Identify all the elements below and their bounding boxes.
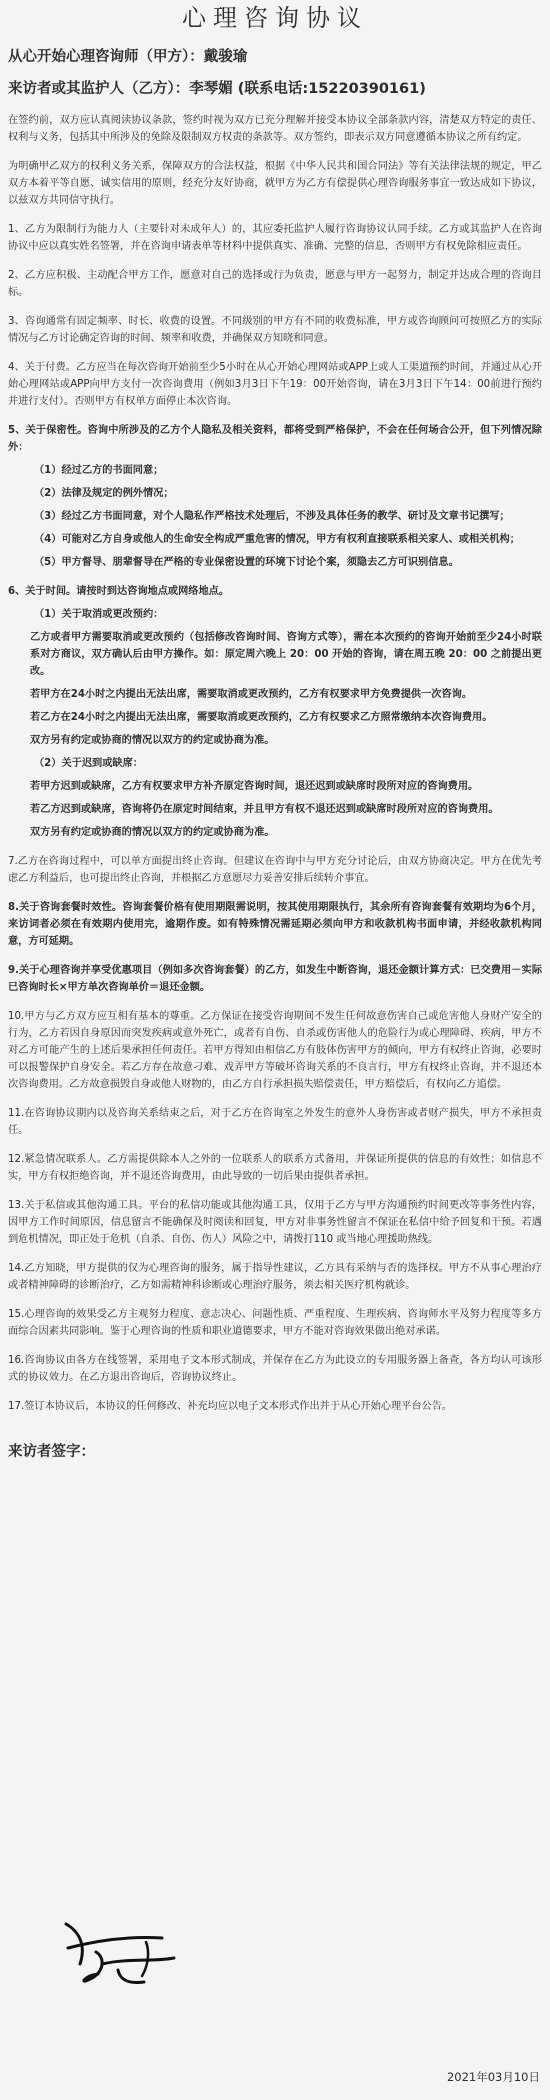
clause-8: 8.关于咨询套餐时效性。咨询套餐价格有使用期限需说明，按其使用期限执行，其余所有咨询套餐有效期均为6个月，来访词者必须在有效期内使用完，逾期作废。如有特殊情况需延期必须向甲方和收款机构书面申请，并经收款机构同意，方可延期。	[8, 902, 542, 947]
clause-6-time: 6、关于时间。请按时到达咨询地点或网络地点。	[8, 586, 230, 597]
intro-paragraph-1: 在签约前，双方应认真阅读协议条款，签约时视为双方已充分理解并接受本协议全部条款内容，清楚双方特定的责任、权利与义务，包括其中所涉及的免除及限制双方权责的条款等。双方签约，即表示双方同意遵循本协议之所有约定。	[8, 115, 542, 143]
clause-6-counselor-absence: 若甲方在24小时之内提出无法出席，需要取消或更改预约，乙方有权要求甲方免费提供一次咨询。	[30, 689, 473, 700]
signature-date: 2021年03月10日	[446, 2070, 540, 2084]
clause-7: 7.乙方在咨询过程中，可以单方面提出终止咨询。但建议在咨询中与甲方充分讨论后，由双方协商决定。甲方在优先考虑乙方利益后，也可提出终止咨询，并根据乙方意愿尽力妥善安排后续转介事宜。	[8, 856, 542, 884]
clause-16: 16.咨询协议由各方在线签署，采用电子文本形式制成，并保存在乙方为此设立的专用服务器上备查，各方均认可该形式的协议效力。在乙方退出咨询后，咨询协议终止。	[8, 1355, 542, 1383]
party-a-counselor: 从心开始心理咨询师（甲方）：戴骏瑜	[8, 49, 248, 65]
clause-6-cancel-rule: 乙方或者甲方需要取消或更改预约（包括修改咨询时间、咨询方式等），需在本次预约的咨询开始前至少24小时联系对方商议，双方确认后由甲方操作。如：原定周六晚上 20：00 开始的咨询，请在周五晚 20：00 之前提出更改。	[30, 632, 542, 677]
clause-14: 14.乙方知晓，甲方提供的仅为心理咨询的服务，属于指导性建议，乙方具有采纳与否的选择权。甲方不从事心理治疗或者精神障碍的诊断治疗，乙方如需精神科诊断或心理治疗服务，须去相关医疗机构就诊。	[8, 1263, 542, 1291]
clause-5-item: （5）甲方督导、朋辈督导在严格的专业保密设置的环境下讨论个案，须隐去乙方可识别信息。	[34, 557, 459, 568]
clause-4: 4、关于付费。乙方应当在每次咨询开始前至少5小时在从心开始心理网站或APP上或人工渠道预约时间，并通过从心开始心理网站或APP向甲方支付一次咨询费用（例如3月3日下午19：00开始咨询，请在3月3日下午14：00前进行预约并进行支付）。否则甲方有权单方面停止本次咨询。	[8, 362, 542, 407]
clause-17: 17.签订本协议后，本协议的任何修改、补充均应以电子文本形式作出并于从心开始心理平台公告。	[8, 1401, 453, 1412]
clause-6-counselor-late: 若甲方迟到或缺席，乙方有权要求甲方补齐原定咨询时间，退还迟到或缺席时段所对应的咨询费用。	[30, 781, 479, 792]
clause-2: 2、乙方应积极、主动配合甲方工作，愿意对自己的选择或行为负责，愿意与甲方一起努力，制定并达成合理的咨询目标。	[8, 270, 542, 298]
clause-5-item: （3）经过乙方书面同意，对个人隐私作严格技术处理后，不涉及具体任务的教学、研讨及文章书记撰写；	[34, 511, 510, 522]
clause-9: 9.关于心理咨询并享受优惠项目（例如多次咨询套餐）的乙方，如发生中断咨询，退还金额计算方式：已交费用－实际已咨询时长×甲方单次咨询单价＝退还金额。	[8, 965, 542, 993]
clause-6-other-agreement: 双方另有约定或协商的情况以双方的约定或协商为准。	[30, 735, 275, 746]
clause-6-subheading-cancel: （1）关于取消或更改预约：	[34, 609, 164, 620]
clause-15: 15.心理咨询的效果受乙方主观努力程度、意志决心、问题性质、严重程度、生理疾病、咨询师水平及努力程度等多方面综合因素共同影响。鉴于心理咨询的性质和职业道德要求，甲方不能对咨询效果做出绝对承诺。	[8, 1309, 542, 1337]
clause-11: 11.在咨询协议期内以及咨询关系结束之后，对于乙方在咨询室之外发生的意外人身伤害或者财产损失，甲方不承担责任。	[8, 1108, 542, 1136]
clause-3: 3、咨询通常有固定频率、时长、收费的设置。不同级别的甲方有不同的收费标准，甲方或咨询顾问可按照乙方的实际情况与乙方讨论确定咨询的时间、频率和收费，并确保双方知晓和同意。	[8, 316, 542, 344]
clause-6-other-agreement: 双方另有约定或协商的情况以双方的约定或协商为准。	[30, 827, 275, 838]
clause-10: 10.甲方与乙方双方应互相有基本的尊重。乙方保证在接受咨询期间不发生任何故意伤害自己或危害他人身财产安全的行为，乙方若因自身原因而突发疾病或意外死亡，或者有自伤、自杀或伤害他人的危险行为或心理障碍、疾病，甲方不对乙方可能产生的上述后果承担任何责任。若甲方得知由相信乙方有肢体伤害甲方的倾向，甲方有权终止咨询，必要时可以报警保护自身安全。若乙方存在故意刁难、戏弄甲方等破坏咨询关系的不良言行，甲方有权终止咨询，并不退还本次咨询费用。乙方故意损毁自身或他人财物的，由乙方自行承担损失赔偿责任，甲方赔偿后，有权向乙方追偿。	[8, 1011, 542, 1090]
document-title: 心理咨询协议	[182, 4, 368, 32]
clause-1: 1、乙方为限制行为能力人（主要针对未成年人）的，其应委托监护人履行咨询协议认同手续。乙方或其监护人在咨询协议中应以真实姓名签署，并在咨询申请表单等材料中提供真实、准确、完整的信息，否则甲方有权免除相应责任。	[8, 224, 542, 252]
clause-6-client-absence: 若乙方在24小时之内提出无法出席，需要取消或更改预约，乙方有权要求乙方照常缴纳本次咨询费用。	[30, 712, 493, 723]
clause-6-subheading-late: （2）关于迟到或缺席：	[34, 758, 143, 769]
party-b-client: 来访者或其监护人（乙方）：李琴媚 (联系电话:15220390161)	[8, 81, 426, 97]
clause-12: 12.紧急情况联系人。乙方需提供除本人之外的一位联系人的联系方式备用，并保证所提供的信息的有效性；如信息不实，甲方有权拒绝咨询，并不退还咨询费用，由此导致的一切后果由提供者承担。	[8, 1154, 542, 1182]
intro-paragraph-2: 为明确甲乙双方的权利义务关系，保障双方的合法权益，根据《中华人民共和国合同法》等有关法律法规的规定，甲乙双方本着平等自愿、诚实信用的原则，经充分友好协商，就甲方为乙方有偿提供心理咨询服务事宜一致达成如下协议，以兹双方共同信守执行。	[8, 161, 542, 206]
clause-5-confidentiality: 5、关于保密性。咨询中所涉及的乙方个人隐私及相关资料，都将受到严格保护，不会在任何场合公开，但下列情况除外：	[8, 425, 542, 453]
clause-5-item: （4）可能对乙方自身或他人的生命安全构成严重危害的情况，甲方有权利直接联系相关家人、或相关机构；	[34, 534, 520, 545]
clause-5-item: （1）经过乙方的书面同意；	[34, 465, 164, 476]
clause-13: 13.关于私信或其他沟通工具。平台的私信功能或其他沟通工具，仅用于乙方与甲方沟通预约时间更改等事务性内容，因甲方工作时间原因，信息留言不能确保及时阅读和回复，甲方对非事务性留言不保证在私信中给予回复和干预。若遇到危机情况，即正处于危机（自杀、自伤、伤人）风险之中，请拨打110 或当地心理援助热线。	[8, 1200, 542, 1245]
clause-5-item: （2）法律及规定的例外情况；	[34, 488, 174, 499]
handwritten-signature	[58, 1918, 198, 1993]
clause-6-client-late: 若乙方迟到或缺席，咨询将仍在原定时间结束，并且甲方有权不退还迟到或缺席时段所对应的咨询费用。	[30, 804, 499, 815]
signature-label: 来访者签字：	[8, 1444, 95, 1460]
